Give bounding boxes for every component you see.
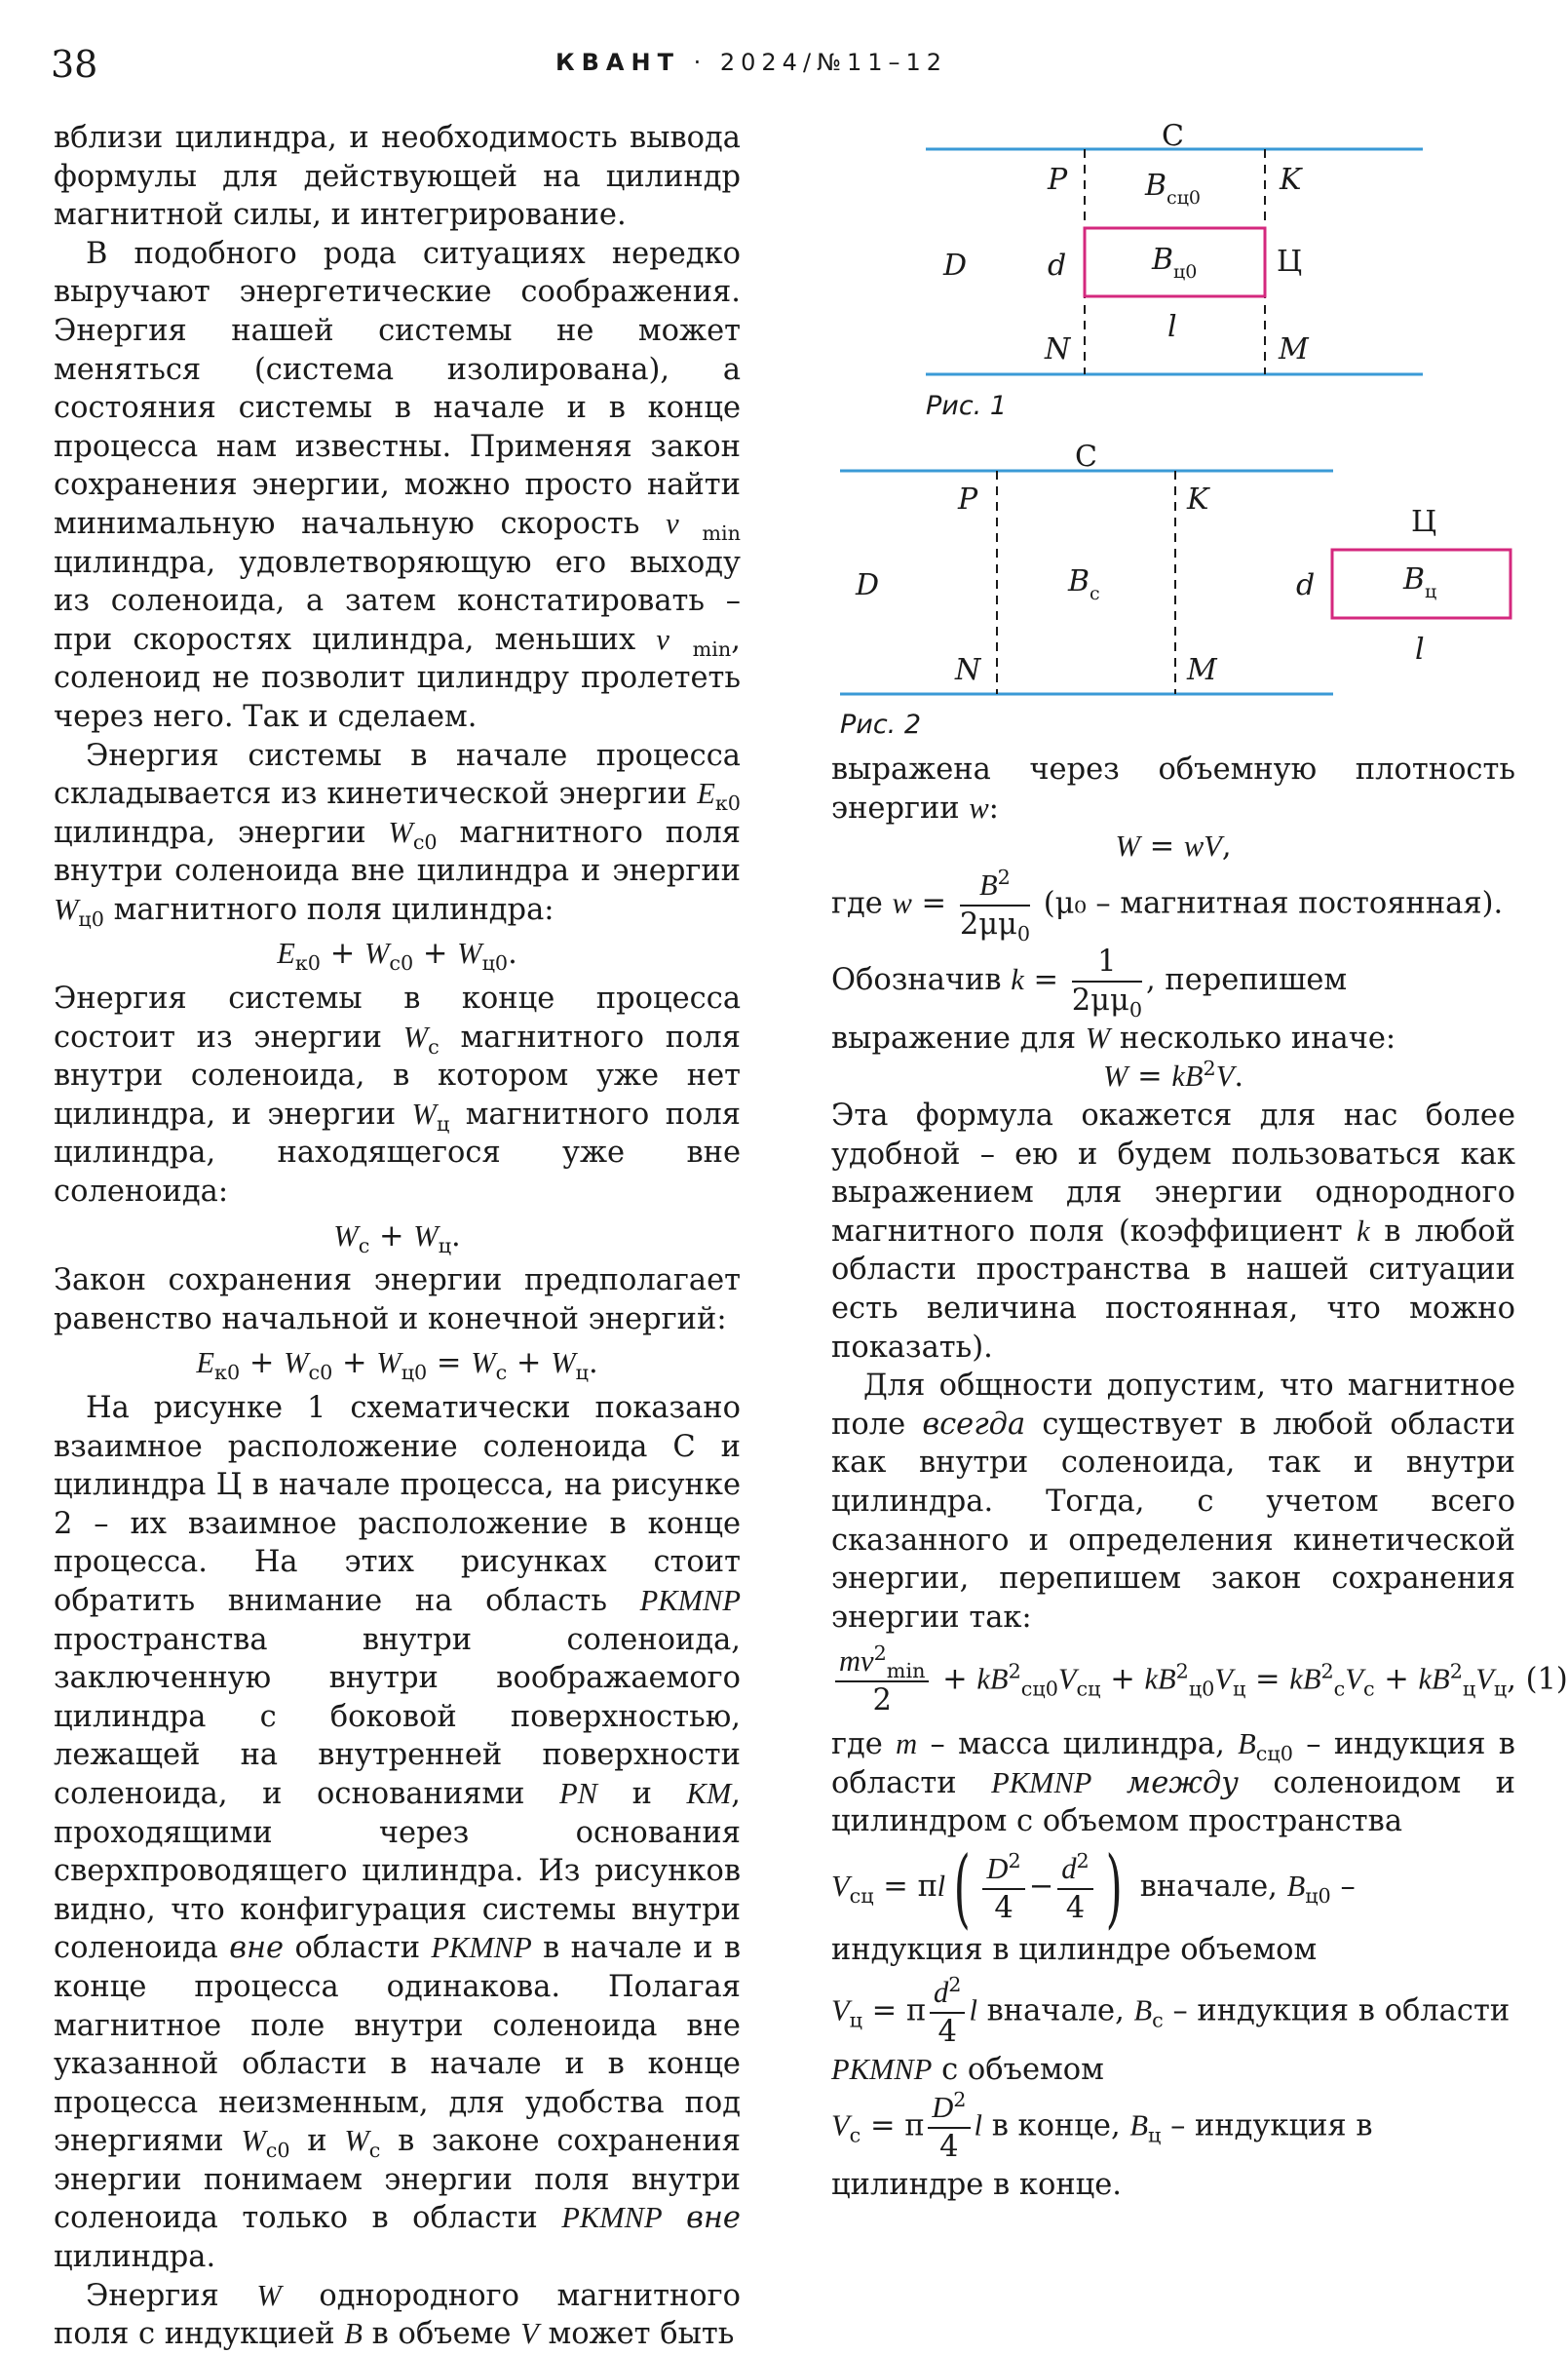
fig2-label-N: N [955,653,981,687]
fig2-label-D: D [856,568,880,602]
fig2-label-K: K [1187,482,1209,517]
fig1-label-l: l [1167,310,1177,344]
paragraph: выражена через объемную плотность энергии w: [831,753,1515,826]
fig2-field-sol: $B_с$ [1068,564,1100,604]
equation-energy-density: где w = $\frac{B^2}{2\mu\mu_0}$ (μ₀ – магнитная постоянная). [831,865,1504,945]
fig1-label-K: K [1280,163,1302,197]
equation-w-volume: W = wV, [1115,830,1232,865]
fig2-label-cyl: Ц [1411,505,1437,539]
fig1-label-cyl: Ц [1277,245,1303,279]
fig1-field-cyl: $B_{ц0}$ [1152,243,1198,283]
figure-2 [840,440,1511,740]
paragraph: Эта формула окажется для нас более удобной – ею и будем пользоваться как выражением для энергии однородного магнитного поля (коэффициент k в любой области пространства в нашей ситуации есть величина постоянная, что можно показать). [831,1098,1516,1365]
fig1-label-D: D [943,249,968,283]
header-separator: · [693,49,708,76]
paragraph: вблизи цилиндра, и необходимость вывода формулы для действующей на цилиндр магнитной силы, и интегрирование. [54,121,741,233]
paragraph: На рисунке 1 схематически показано взаимное расположение соленоида С и цилиндра Ц в начале процесса, на рисунке 2 – их взаимное расположение в конце процесса. На этих рисунках стоит обратить внимание на область PKMNP пространства внутри соленоида, заключенную внутри воображаемого цилиндра с боковой поверхностью, лежащей на внутренней поверхности соленоида, и основаниями PN и KM, проходящими через основания сверхпроводящего цилиндра. Из рисунков видно, что конфигурация системы внутри соленоида вне области PKMNP в начале и в конце процесса одинакова. Полагая магнитное поле внутри соленоида вне указанной области в начале и в конце процесса неизменным, для удобства под энергиями $W_{с0}$ и $W_с$ в законе сохранения энергии понимаем энергии поля внутри соленоида только в области PKMNP вне цилиндра. [54,1391,742,2275]
fig1-caption: Рис. 1 [926,391,1008,421]
magazine-name: КВАНТ [555,49,680,76]
equation-v-between: $V_{сц} = \pi l$( $\frac{D^2}{4}$ − $\frac{d^2}{4}$ ) вначале, $B_{ц0}$ – индукция в цилиндре объемом [831,1837,1356,1968]
paragraph: Закон сохранения энергии предполагает равенство начальной и конечной энергий: [54,1263,741,1336]
equation-w-kb2v: $W = kB^2V$. [1102,1057,1244,1095]
fig1-field-between: $B_{сц0}$ [1145,169,1201,209]
fig1-label-d: d [1048,249,1067,283]
equation-initial-energy: $E_{к0} + W_{с0} + W_{ц0}$. [277,937,517,976]
equation-k-definition: Обозначив k = $\frac{1}{2\mu\mu_0}$ , перепишем выражение для W несколько иначе: [831,944,1396,1056]
fig1-label-N: N [1045,332,1071,367]
fig2-label-d: d [1296,568,1316,602]
fig1-label-solenoid: С [1162,119,1184,153]
equation-1: $\frac{mv^2_{min}}{2}$ + $kB^2_{сц0}V_{сц} + kB^2_{ц0}V_ц = kB^2_сV_с + kB^2_цV_ц$, (1) [831,1642,1515,1719]
paragraph: Энергия системы в начале процесса складывается из кинетической энергии $E_{к0}$ цилиндра, энергии $W_{с0}$ магнитного поля внутри соленоида вне цилиндра и энергии $W_{ц0}$ магнитного поля цилиндра: [54,738,741,931]
paragraph: Энергия системы в конце процесса состоит из энергии $W_с$ магнитного поля внутри соленоида, в котором уже нет цилиндра, и энергии $W_ц$ магнитного поля цилиндра, находящегося уже вне соленоида: [54,982,742,1210]
paragraph: Энергия W однородного магнитного поля с индукцией B в объеме V может быть [54,2278,741,2352]
equation-final-energy: $W_с + W_ц$. [333,1218,461,1257]
fig2-label-solenoid: С [1075,440,1097,474]
fig1-label-M: M [1279,332,1309,367]
equation-energy-conservation: $E_{к0} + W_{с0} + W_{ц0} = W_с + W_ц$. [196,1346,598,1385]
fig2-caption: Рис. 2 [840,710,922,740]
page-number: 38 [51,43,98,86]
fig1-label-P: P [1048,163,1068,197]
right-column [831,751,1568,2205]
left-column [54,119,741,2354]
equation-v-sol: $V_с = \pi$ $\frac{D^2}{4}$ l в конце, $B_ц$ – индукция в цилиндре в конце. [831,2088,1373,2203]
fig2-label-l: l [1415,633,1425,667]
equation-v-cyl: $V_ц = \pi$ $\frac{d^2}{4}$ l вначале, $B_с$ – индукция в области PKMNP с объемом [831,1972,1511,2087]
paragraph: где m – масса цилиндра, $B_{сц0}$ – индукция в области PKMNP между соленоидом и цилиндром с объемом пространства [831,1727,1515,1839]
paragraph: В подобного рода ситуациях нередко выручают энергетические соображения. Энергия нашей системы не может меняться (система изолирована), а состояния системы в начале и в конце процесса нам известны. Применяя закон сохранения энергии, можно просто найти минимальную начальную скорость $v⃗_{min}$ цилиндра, удовлетворяющую его выходу из соленоида, а затем констатировать – при скоростях цилиндра, меньших $v⃗_{min}$, соленоид не позволит цилиндру пролететь через него. Так и сделаем. [54,236,742,734]
figure-1 [926,119,1423,421]
fig2-label-M: M [1187,653,1217,687]
fig2-field-cyl: $B_ц$ [1403,562,1437,602]
issue-number: 2024/№11–12 [719,49,948,76]
fig2-label-P: P [958,482,978,517]
paragraph: Для общности допустим, что магнитное поле всегда существует в любой области как внутри соленоида, так и внутри цилиндра. Тогда, с учетом всего сказанного и определения кинетической энергии, перепишем закон сохранения энергии так: [831,1369,1515,1635]
